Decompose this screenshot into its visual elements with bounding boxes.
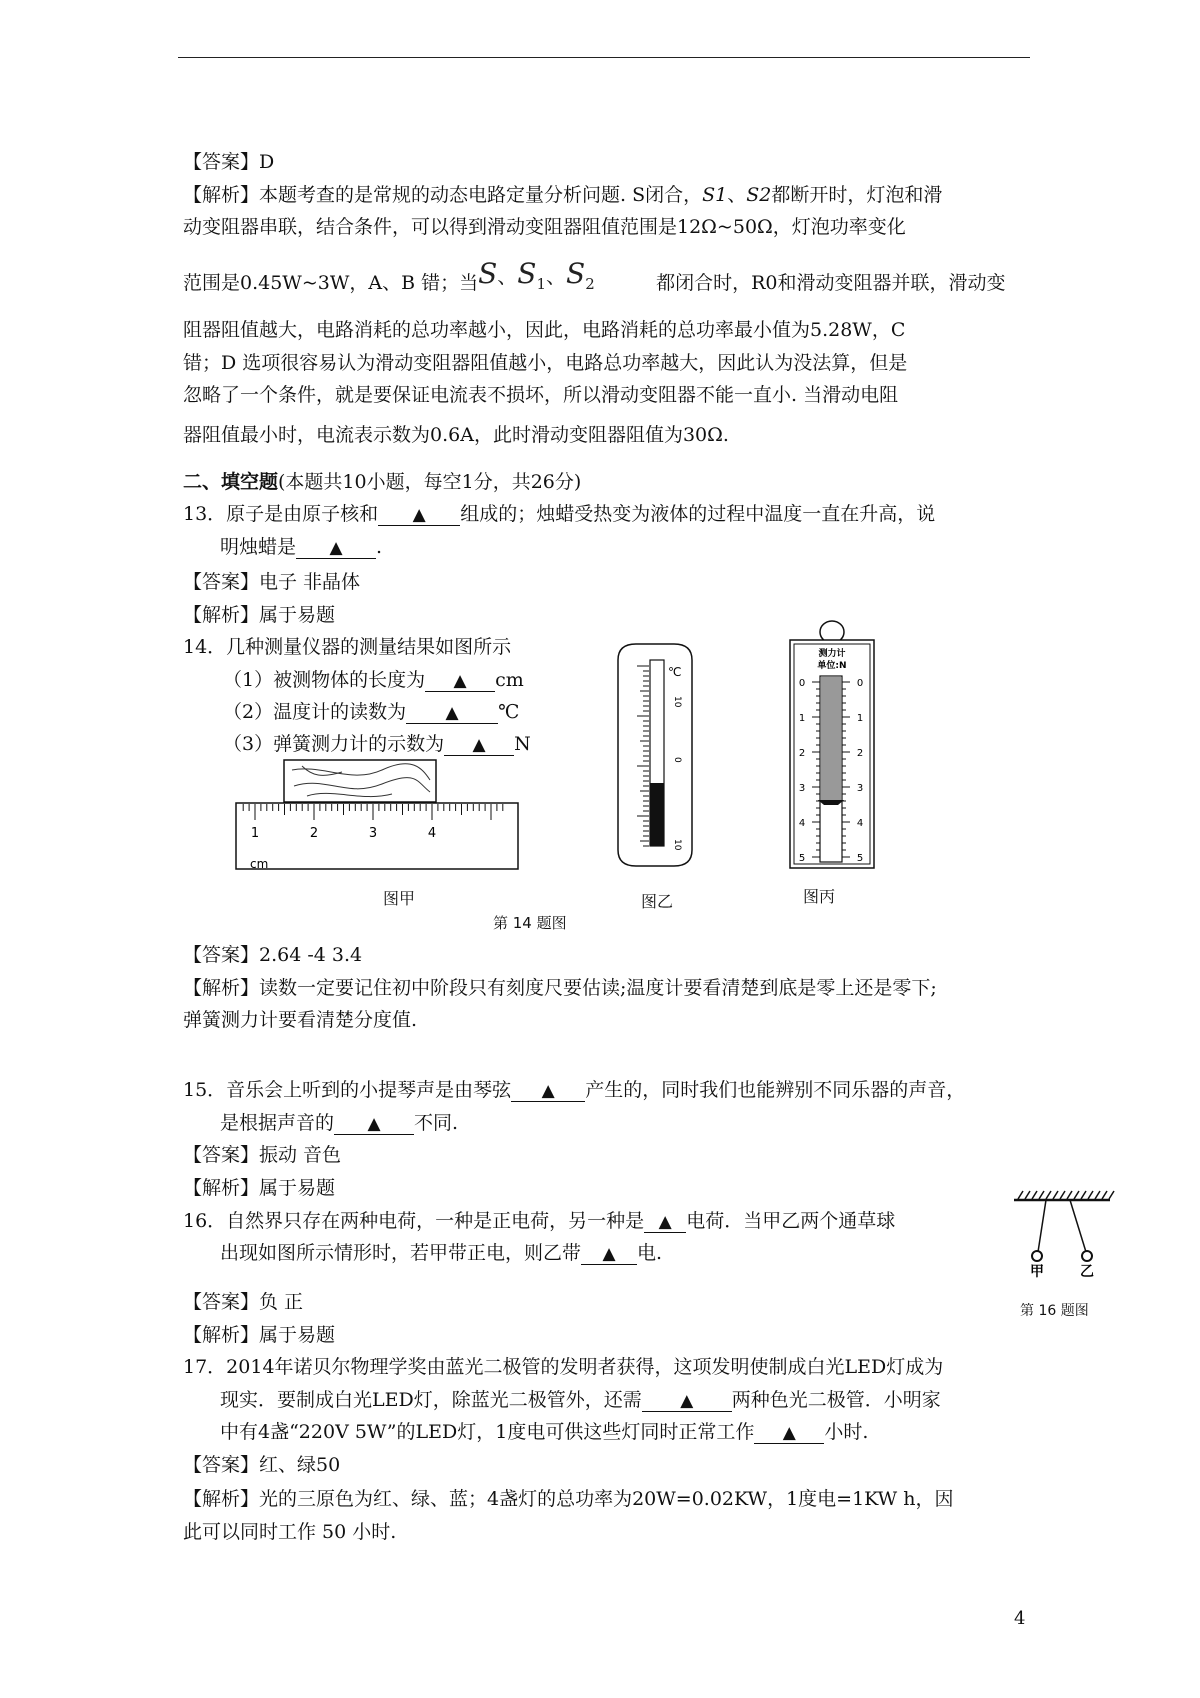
analysis-12-line-3: 范围是0.45W~3W，A、B 错；当S、$S_1$、$S_2$ 都闭合时，R0和滑动变阻器并联，滑动变: [183, 257, 1006, 294]
scale-spring: [821, 677, 841, 801]
q15-line-1: 15．音乐会上听到的小提琴声是由琴弦 ▲ 产生的，同时我们也能辨别不同乐器的声音，: [183, 1079, 966, 1101]
q16-line-1: 16．自然界只存在两种电荷，一种是正电荷，另一种是 ▲ 电荷．当甲乙两个通草球: [183, 1210, 896, 1232]
ceiling-hatch: [1074, 1191, 1079, 1199]
q14-blank-2: ▲: [406, 702, 498, 724]
ceiling-hatch: [1046, 1191, 1051, 1199]
ceiling-hatch: [1060, 1191, 1065, 1199]
ceiling-hatch: [1032, 1191, 1037, 1199]
q13-line-1: 13．原子是由原子核和 ▲ 组成的；烛蜡受热变为液体的过程中温度一直在升高，说: [183, 503, 936, 525]
scale-label-left: 1: [798, 713, 806, 724]
q13-line-2: 明烛蜡是 ▲ .: [220, 536, 383, 558]
spring-scale-figure: [780, 618, 890, 873]
scale-label-left: 5: [798, 853, 806, 864]
figure-b-label: 图乙: [641, 892, 674, 911]
q17-line-3: 中有4盏“220V 5W”的LED灯，1度电可供这些灯同时正常工作 ▲ 小时.: [220, 1421, 869, 1443]
q13-analysis: 【解析】属于易题: [183, 604, 336, 626]
q16-blank-2: ▲: [581, 1243, 637, 1265]
q13-answer: 【答案】电子 非晶体: [183, 571, 361, 593]
q14-stem: 14．几种测量仪器的测量结果如图所示: [183, 636, 512, 658]
analysis-12-line-4: 阻器阻值越大，电路消耗的总功率越小，因此，电路消耗的总功率最小值为5.28W，C: [183, 319, 906, 341]
page-number: 4: [1014, 1608, 1026, 1629]
section-title: 二、填空题(本题共10小题，每空1分，共26分): [183, 471, 582, 493]
thermometer-liquid: [650, 783, 664, 846]
scale-label-right: 1: [856, 713, 864, 724]
ceiling-hatch: [1081, 1191, 1086, 1199]
scale-title: 测力计: [818, 649, 846, 659]
ball-a-label: 甲: [1030, 1264, 1044, 1278]
ruler-label-2: 2: [309, 826, 319, 841]
q14-analysis-1: 【解析】读数一定要记住初中阶段只有刻度尺要估读;温度计要看清楚到底是零上还是零下;: [183, 977, 937, 999]
q17-analysis-1: 【解析】光的三原色为红、绿、蓝；4盏灯的总功率为20W=0.02KW，1度电=1KW h，因: [183, 1488, 954, 1510]
thermometer-unit: ℃: [668, 665, 682, 679]
ceiling-hatch: [1018, 1191, 1023, 1199]
wood-block: [284, 760, 436, 802]
q14-answer: 【答案】2.64 -4 3.4: [183, 944, 363, 966]
analysis-12-line-5: 错；D 选项很容易认为滑动变阻器阻值越小，电路总功率越大，因此认为没法算，但是: [183, 352, 908, 374]
header-rule: [178, 57, 1030, 58]
analysis-12-line-7: 器阻值最小时，电流表示数为0.6A，此时滑动变阻器阻值为30Ω.: [183, 424, 729, 446]
ceiling-hatch: [1025, 1191, 1030, 1199]
q16-answer: 【答案】负 正: [183, 1291, 304, 1313]
ceiling-hatch: [1095, 1191, 1100, 1199]
q13-blank-1: ▲: [378, 504, 460, 526]
q15-answer: 【答案】振动 音色: [183, 1144, 342, 1166]
thermometer-figure: [612, 640, 702, 870]
thermometer-label-top: 10: [672, 696, 682, 708]
figure-c-label: 图丙: [803, 887, 836, 906]
switch-s2: S2: [746, 184, 772, 206]
ruler-figure: [232, 758, 522, 873]
q14-part-3: （3）弹簧测力计的示数为 ▲ N: [223, 733, 531, 755]
q15-line-2: 是根据声音的 ▲ 不同.: [220, 1112, 459, 1134]
thread-a: [1038, 1200, 1046, 1252]
switch-symbols: S、$S_1$、$S_2$: [478, 257, 595, 293]
ruler-label-1: 1: [250, 826, 260, 841]
ruler-label-3: 3: [368, 826, 378, 841]
q15-blank-2: ▲: [334, 1113, 414, 1135]
q17-blank-2: ▲: [754, 1422, 824, 1444]
ceiling-hatch: [1053, 1191, 1058, 1199]
ceiling-hatch: [1109, 1191, 1114, 1199]
ball-b-label: 乙: [1080, 1264, 1094, 1278]
q15-analysis: 【解析】属于易题: [183, 1177, 336, 1199]
thread-b: [1070, 1200, 1086, 1252]
scale-label-left: 3: [798, 783, 806, 794]
scale-label-left: 4: [798, 818, 806, 829]
scale-label-right: 4: [856, 818, 864, 829]
q13-blank-2: ▲: [296, 537, 376, 559]
scale-label-right: 2: [856, 748, 864, 759]
answer-12: 【答案】D: [183, 151, 275, 173]
scale-label-left: 2: [798, 748, 806, 759]
figure-16-caption: 第 16 题图: [1020, 1303, 1089, 1319]
q17-analysis-2: 此可以同时工作 50 小时.: [183, 1521, 397, 1543]
scale-label-left: 0: [798, 678, 806, 689]
ceiling-hatch: [1088, 1191, 1093, 1199]
q14-part-1: （1）被测物体的长度为 ▲ cm: [223, 669, 524, 691]
scale-label-right: 3: [856, 783, 864, 794]
ceiling-hatch: [1039, 1191, 1044, 1199]
figure-14-caption: 第 14 题图: [493, 914, 567, 932]
q17-answer: 【答案】红、绿50: [183, 1454, 341, 1476]
ruler-label-4: 4: [427, 826, 437, 841]
q14-part-2: （2）温度计的读数为 ▲ ℃: [223, 701, 520, 723]
q17-blank-1: ▲: [642, 1390, 732, 1412]
q15-blank-1: ▲: [511, 1080, 585, 1102]
q17-line-1: 17．2014年诺贝尔物理学奖由蓝光二极管的发明者获得，这项发明使制成白光LED灯成为: [183, 1356, 944, 1378]
ceiling-hatch: [1067, 1191, 1072, 1199]
scale-label-right: 5: [856, 853, 864, 864]
figure-a-label: 图甲: [383, 889, 416, 908]
thermometer-label-bottom: 10: [672, 839, 682, 851]
q14-blank-3: ▲: [444, 734, 514, 756]
analysis-12-line-2: 动变阻器串联，结合条件，可以得到滑动变阻器阻值范围是12Ω~50Ω，灯泡功率变化: [183, 216, 906, 238]
ball-a: [1032, 1251, 1042, 1261]
q14-analysis-2: 弹簧测力计要看清楚分度值.: [183, 1009, 418, 1031]
scale-unit: 单位:N: [817, 661, 847, 671]
ball-b: [1082, 1251, 1092, 1261]
analysis-12-line-6: 忽略了一个条件，就是要保证电流表不损坏，所以滑动变阻器不能一直小. 当滑动电阻: [183, 384, 899, 406]
q17-line-2: 现实．要制成白光LED灯，除蓝光二极管外，还需 ▲ 两种色光二极管．小明家: [220, 1389, 941, 1411]
q14-blank-1: ▲: [425, 670, 495, 692]
scale-label-right: 0: [856, 678, 864, 689]
ruler-unit: cm: [250, 857, 269, 871]
q16-line-2: 出现如图所示情形时，若甲带正电，则乙带 ▲ 电.: [220, 1242, 663, 1264]
ruler: [236, 803, 518, 871]
analysis-12-line-1: 【解析】本题考查的是常规的动态电路定量分析问题. S闭合，S1、S2都断开时，灯泡和滑: [183, 184, 943, 206]
q16-analysis: 【解析】属于易题: [183, 1324, 336, 1346]
pith-balls-figure: [1010, 1188, 1115, 1278]
ceiling-hatch: [1102, 1191, 1107, 1199]
thermometer-label-mid: 0: [672, 757, 682, 763]
q16-blank-1: ▲: [644, 1211, 686, 1233]
switch-s1: S1: [702, 184, 728, 206]
